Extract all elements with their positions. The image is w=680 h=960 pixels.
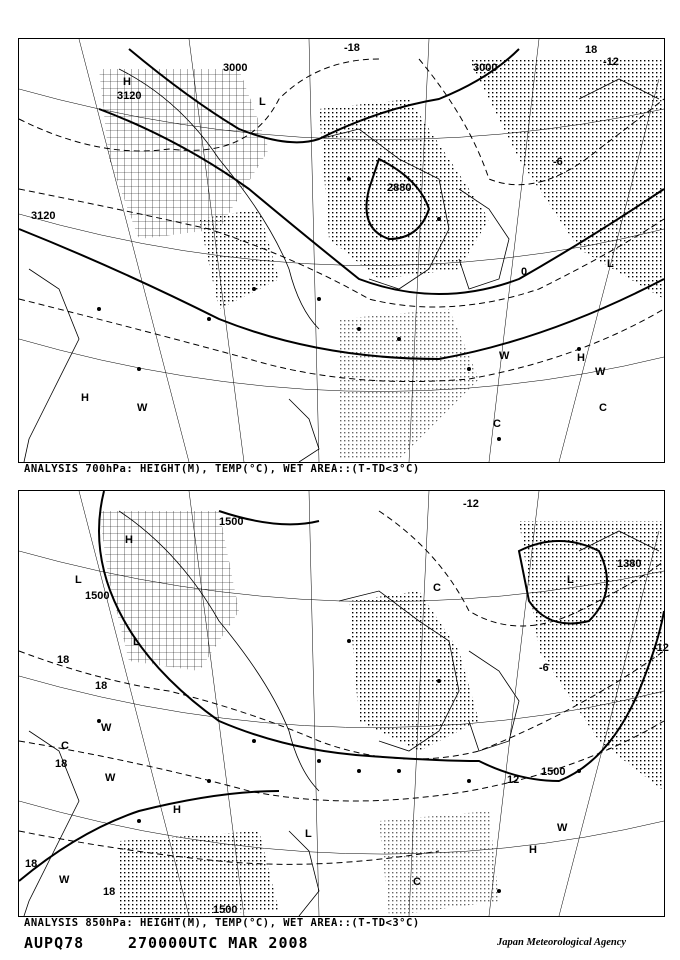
center-label: H [123, 76, 131, 88]
map-panel-850hpa [18, 490, 669, 917]
contour-label: 18 [585, 44, 598, 56]
contour-label: 3120 [31, 210, 56, 222]
contour-label: 18 [25, 858, 38, 870]
caption-850hpa: ANALYSIS 850hPa: HEIGHT(M), TEMP(°C), WET AREA::(T-TD<3°C) [24, 917, 420, 929]
contour-label: 1500 [213, 904, 238, 916]
contour-label: 18 [55, 758, 68, 770]
center-label: C [433, 582, 441, 594]
contour-label: 1500 [85, 590, 110, 602]
center-label: H [125, 534, 133, 546]
contour-label: -12 [603, 56, 619, 68]
contour-label: 3000 [473, 62, 498, 74]
contour-label: -6 [553, 156, 563, 168]
contour-label: 1500 [219, 516, 244, 528]
center-label: L [607, 258, 614, 270]
center-label: C [493, 418, 501, 430]
map-panel-700hpa [18, 38, 665, 463]
contour-label: 2880 [387, 182, 412, 194]
center-label: W [137, 402, 148, 414]
caption-700hpa: ANALYSIS 700hPa: HEIGHT(M), TEMP(°C), WET AREA::(T-TD<3°C) [24, 463, 420, 475]
center-label: H [81, 392, 89, 404]
contour-label: 12 [507, 774, 520, 786]
center-label: C [61, 740, 69, 752]
center-label: L [259, 96, 266, 108]
contour-label: 1500 [541, 766, 566, 778]
center-label: W [59, 874, 70, 886]
center-label: L [567, 574, 574, 586]
map-700hpa-svg [19, 39, 664, 462]
valid-time: 270000UTC MAR 2008 [128, 934, 309, 952]
center-label: C [599, 402, 607, 414]
center-label: L [133, 636, 140, 648]
wet-areas [99, 511, 664, 916]
agency-name: Japan Meteorological Agency [497, 937, 627, 948]
contour-label: 18 [95, 680, 108, 692]
contour-label: -6 [539, 662, 549, 674]
center-label: L [75, 574, 82, 586]
center-label: W [101, 722, 112, 734]
contour-label: 18 [103, 886, 116, 898]
center-label: W [105, 772, 116, 784]
contour-label: -12 [653, 642, 669, 654]
contour-label: 1380 [617, 558, 642, 570]
contour-label: 3120 [117, 90, 142, 102]
wet-areas [99, 59, 664, 459]
contour-label: -12 [463, 498, 479, 510]
contour-label: -18 [344, 42, 360, 54]
center-label: W [499, 350, 510, 362]
center-label: L [305, 828, 312, 840]
chart-code: AUPQ78 [24, 934, 85, 952]
contour-label: 18 [57, 654, 70, 666]
center-label: C [413, 876, 421, 888]
contour-label: 0 [521, 266, 528, 278]
center-label: H [529, 844, 537, 856]
contour-label: 3000 [223, 62, 248, 74]
center-label: H [577, 352, 585, 364]
center-label: W [557, 822, 568, 834]
map-850hpa-svg [19, 491, 669, 916]
center-label: H [173, 804, 181, 816]
center-label: W [595, 366, 606, 378]
